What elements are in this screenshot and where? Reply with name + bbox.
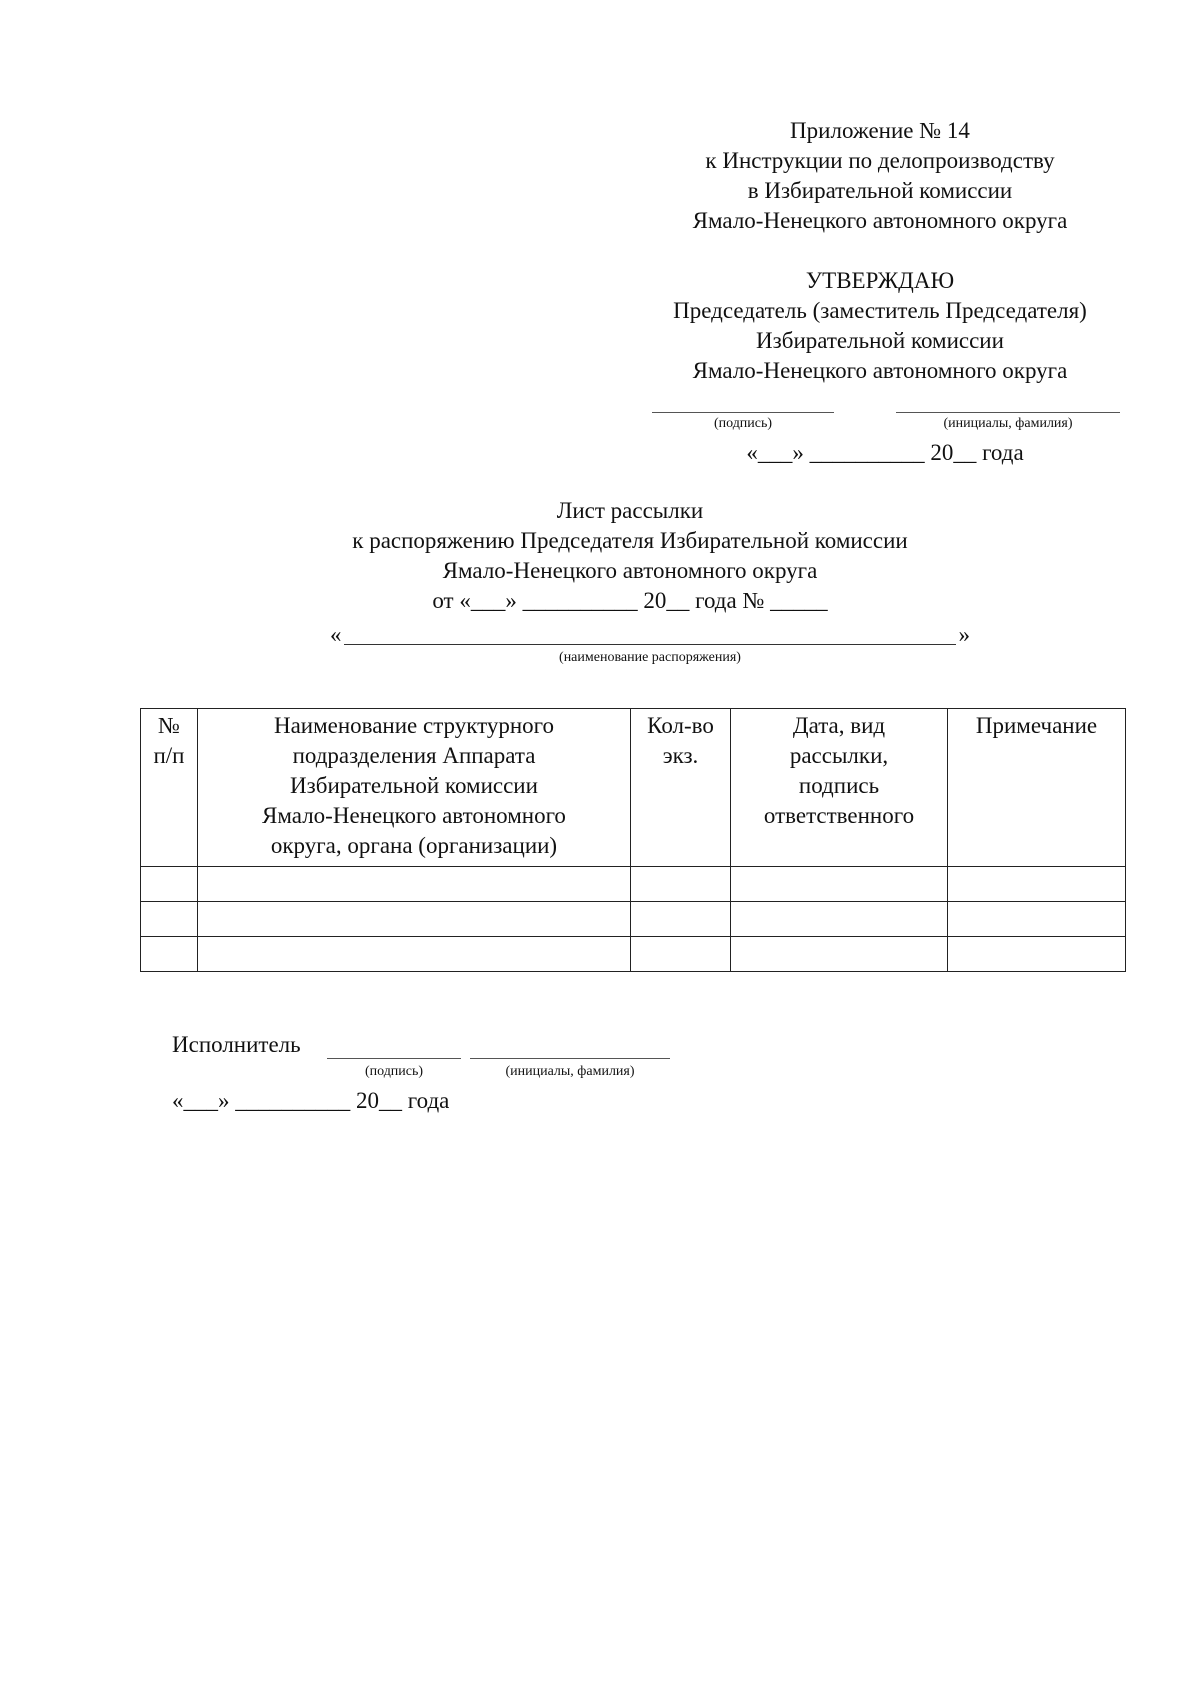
distribution-table (140, 708, 1126, 972)
table-cell (198, 867, 631, 902)
table-cell (948, 867, 1126, 902)
executor-date-line: «___» __________ 20__ года (172, 1088, 450, 1113)
order-name-caption: (наименование распоряжения) (559, 650, 741, 665)
approval-block (630, 266, 1130, 386)
table-cell (631, 937, 731, 972)
header-number: № п/п (141, 709, 198, 867)
table-cell (198, 902, 631, 937)
approval-date-line: «___» __________ 20__ года (746, 440, 1024, 465)
table-cell (731, 902, 948, 937)
approval-name-line (896, 412, 1120, 413)
table-cell (198, 937, 631, 972)
document-order-date-line: от «___» __________ 20__ года № _____ (432, 588, 828, 613)
document-subtitle-line: Ямало-Ненецкого автономного округа (442, 558, 818, 583)
header-note: Примечание (948, 709, 1126, 867)
table-cell (731, 867, 948, 902)
approval-heading: УТВЕРЖДАЮ (805, 268, 955, 293)
table-cell (948, 902, 1126, 937)
order-name-underline (344, 644, 956, 645)
table-cell (731, 937, 948, 972)
approval-line: Ямало-Ненецкого автономного округа (692, 358, 1068, 383)
document-title: Лист рассылки (556, 498, 704, 523)
header-copies: Кол-во экз. (631, 709, 731, 867)
approval-signature-block (650, 398, 1120, 470)
table-cell (141, 937, 198, 972)
table-cell (631, 867, 731, 902)
close-quote: » (958, 622, 970, 647)
document-title-block (200, 496, 1060, 616)
table-cell (631, 902, 731, 937)
table-cell (141, 867, 198, 902)
table-header-row (141, 709, 1126, 867)
approval-signature-line (652, 412, 834, 413)
table-row (141, 867, 1126, 902)
approval-name-caption: (инициалы, фамилия) (943, 416, 1073, 431)
open-quote: « (330, 622, 342, 647)
executor-name-line (470, 1058, 670, 1059)
table-row (141, 937, 1126, 972)
appendix-line: в Избирательной комиссии (747, 178, 1013, 203)
executor-name-caption: (инициалы, фамилия) (505, 1064, 635, 1079)
table-cell (141, 902, 198, 937)
appendix-line: Ямало-Ненецкого автономного округа (692, 208, 1068, 233)
appendix-block (630, 116, 1130, 236)
approval-line: Председатель (заместитель Председателя) (673, 298, 1087, 323)
header-department: Наименование структурного подразделения Аппарата Избирательной комиссии Ямало-Ненецкого автономного округа, органа (организации) (198, 709, 631, 867)
approval-line: Избирательной комиссии (756, 328, 1004, 353)
document-subtitle-line: к распоряжению Председателя Избирательной комиссии (352, 528, 908, 553)
executor-block (172, 1030, 692, 1140)
appendix-line: к Инструкции по делопроизводству (705, 148, 1055, 173)
order-name-field (330, 620, 970, 670)
table-cell (948, 937, 1126, 972)
header-date-signature: Дата, вид рассылки, подпись ответственного (731, 709, 948, 867)
executor-signature-caption: (подпись) (364, 1064, 424, 1079)
appendix-line: Приложение № 14 (790, 118, 970, 143)
executor-signature-line (327, 1058, 461, 1059)
approval-signature-caption: (подпись) (713, 416, 773, 431)
executor-label: Исполнитель (172, 1032, 301, 1057)
table-row (141, 902, 1126, 937)
